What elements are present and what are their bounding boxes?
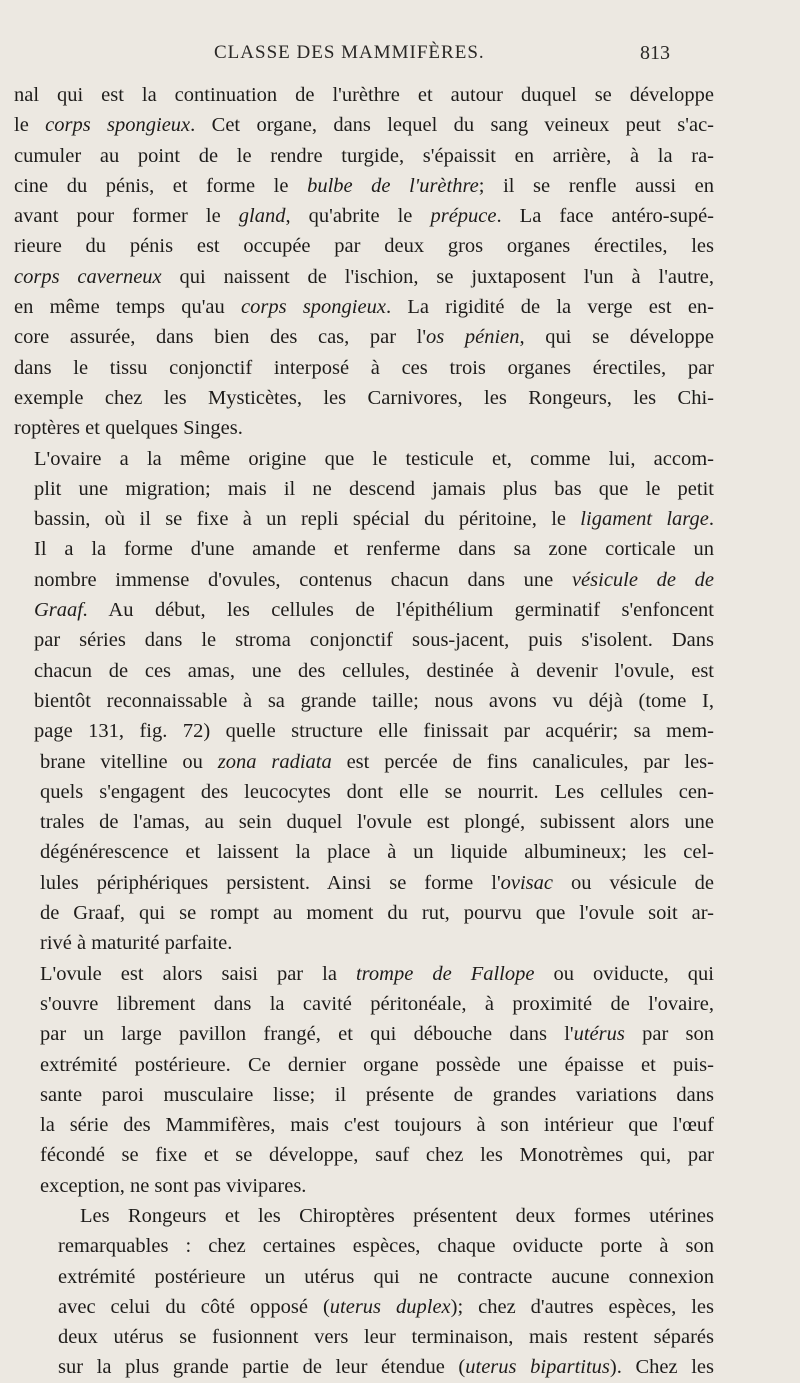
- page-number: 813: [640, 42, 670, 64]
- text-line: core assurée, dans bien des cas, par l'os pénien, qui se développe: [14, 326, 714, 349]
- body-text: [14, 80, 714, 1383]
- text-line: exemple chez les Mysticètes, les Carnivores, les Rongeurs, les Chi-: [14, 386, 714, 409]
- text-line: quels s'engagent des leucocytes dont elle se nourrit. Les cellules cen-: [40, 780, 714, 803]
- text-line: dégénérescence et laissent la place à un liquide albumineux; les cel-: [40, 841, 714, 864]
- text-line: sur la plus grande partie de leur étendue (uterus bipartitus). Chez les: [58, 1356, 714, 1379]
- text-line: deux utérus se fusionnent vers leur terminaison, mais restent séparés: [58, 1326, 714, 1349]
- text-line: dans le tissu conjonctif interposé à ces trois organes érectiles, par: [14, 356, 714, 379]
- text-line: s'ouvre librement dans la cavité péritonéale, à proximité de l'ovaire,: [40, 992, 714, 1015]
- text-line: page 131, fig. 72) quelle structure elle finissait par acquérir; sa mem-: [34, 720, 714, 743]
- text-line: bientôt reconnaissable à sa grande taille; nous avons vu déjà (tome I,: [34, 689, 714, 712]
- running-title: CLASSE DES MAMMIFÈRES.: [214, 42, 485, 63]
- text-line: lules périphériques persistent. Ainsi se forme l'ovisac ou vésicule de: [40, 871, 714, 894]
- text-line: par séries dans le stroma conjonctif sous-jacent, puis s'isolent. Dans: [34, 629, 714, 652]
- text-line: par un large pavillon frangé, et qui débouche dans l'utérus par son: [40, 1023, 714, 1046]
- text-line: la série des Mammifères, mais c'est toujours à son intérieur que l'œuf: [40, 1114, 714, 1137]
- text-line: avec celui du côté opposé (uterus duplex); chez d'autres espèces, les: [58, 1295, 714, 1318]
- text-line: corps caverneux qui naissent de l'ischion, se juxtaposent l'un à l'autre,: [14, 265, 714, 288]
- paragraph-start-line: L'ovule est alors saisi par la trompe de Fallope ou oviducte, qui: [40, 962, 714, 985]
- text-line: remarquables : chez certaines espèces, chaque oviducte porte à son: [58, 1235, 714, 1258]
- paragraph-end-line: roptères et quelques Singes.: [14, 417, 243, 440]
- text-line: trales de l'amas, au sein duquel l'ovule est plongé, subissent alors une: [40, 811, 714, 834]
- text-line: bassin, où il se fixe à un repli spécial du péritoine, le ligament large.: [34, 508, 714, 531]
- text-line: fécondé se fixe et se développe, sauf chez les Monotrèmes qui, par: [40, 1144, 714, 1167]
- text-line: de Graaf, qui se rompt au moment du rut, pourvu que l'ovule soit ar-: [40, 902, 714, 925]
- text-line: Graaf. Au début, les cellules de l'épithélium germinatif s'enfoncent: [34, 599, 714, 622]
- text-line: brane vitelline ou zona radiata est percée de fins canalicules, par les-: [40, 750, 714, 773]
- text-line: extrémité postérieure. Ce dernier organe possède une épaisse et puis-: [40, 1053, 714, 1076]
- text-line: chacun de ces amas, une des cellules, destinée à devenir l'ovule, est: [34, 659, 714, 682]
- text-line: nombre immense d'ovules, contenus chacun dans une vésicule de de: [34, 568, 714, 591]
- text-line: cine du pénis, et forme le bulbe de l'urèthre; il se renfle aussi en: [14, 174, 714, 197]
- text-line: sante paroi musculaire lisse; il présente de grandes variations dans: [40, 1083, 714, 1106]
- text-line: cumuler au point de le rendre turgide, s'épaissit en arrière, à la ra-: [14, 144, 714, 167]
- paragraph-start-line: Les Rongeurs et les Chiroptères présentent deux formes utérines: [80, 1204, 714, 1227]
- text-line: avant pour former le gland, qu'abrite le prépuce. La face antéro-supé-: [14, 205, 714, 228]
- text-line: en même temps qu'au corps spongieux. La rigidité de la verge est en-: [14, 296, 714, 319]
- paragraph-end-line: exception, ne sont pas vivipares.: [40, 1174, 307, 1197]
- text-line: rieure du pénis est occupée par deux gros organes érectiles, les: [14, 235, 714, 258]
- page-header: [0, 42, 800, 72]
- text-line: extrémité postérieure un utérus qui ne contracte aucune connexion: [58, 1265, 714, 1288]
- paragraph-start-line: L'ovaire a la même origine que le testicule et, comme lui, accom-: [34, 447, 714, 470]
- text-line: nal qui est la continuation de l'urèthre et autour duquel se développe: [14, 84, 714, 106]
- text-line: Il a la forme d'une amande et renferme dans sa zone corticale un: [34, 538, 714, 561]
- paragraph-end-line: rivé à maturité parfaite.: [40, 932, 233, 955]
- text-line: le corps spongieux. Cet organe, dans lequel du sang veineux peut s'ac-: [14, 114, 714, 137]
- text-line: plit une migration; mais il ne descend jamais plus bas que le petit: [34, 477, 714, 500]
